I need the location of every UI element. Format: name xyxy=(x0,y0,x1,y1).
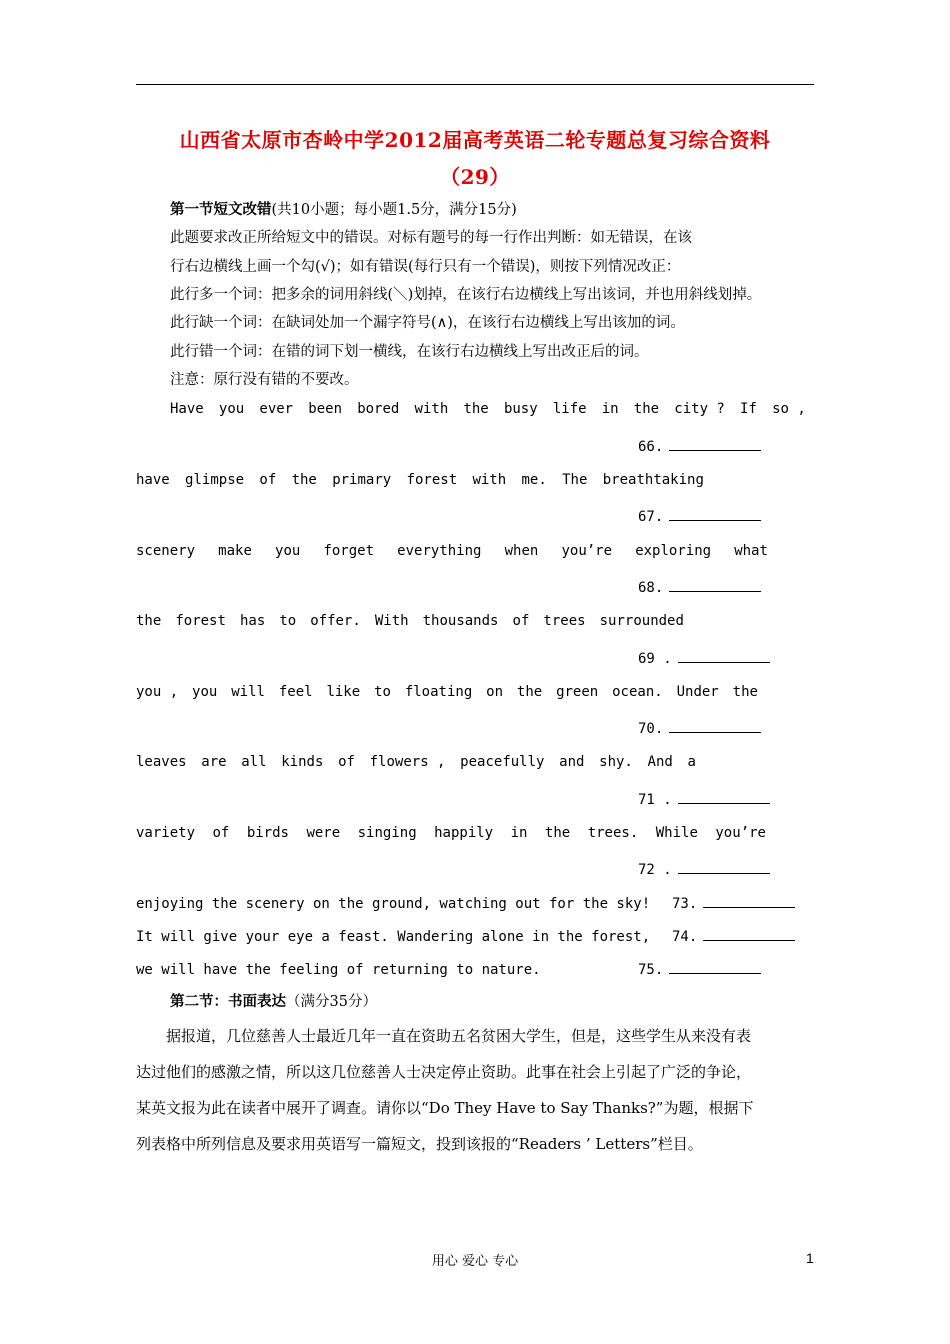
word: in xyxy=(601,401,619,417)
answer-67 xyxy=(638,508,761,526)
instruction-line: 此行错一个词：在错的词下划一横线，在该行右边横线上写出改正后的词。 xyxy=(170,344,649,360)
word: It will give your eye a feast. Wandering alone in the forest, xyxy=(136,929,651,945)
word: so , xyxy=(772,401,806,417)
answer-73 xyxy=(672,895,795,913)
question-number: 66. xyxy=(638,439,664,455)
answer-blank[interactable] xyxy=(678,861,770,874)
word: when xyxy=(504,543,539,559)
answer-74 xyxy=(672,928,795,946)
word: the xyxy=(136,613,162,629)
section2-heading-rest: （满分35分） xyxy=(286,994,377,1010)
word: birds xyxy=(246,825,289,841)
answer-blank[interactable] xyxy=(678,791,770,804)
word: you’re xyxy=(715,825,766,841)
word: If xyxy=(740,401,757,417)
word: you xyxy=(192,684,218,700)
word: me. xyxy=(521,472,547,488)
word: forest xyxy=(175,613,226,629)
word: exploring xyxy=(635,543,712,559)
word: life xyxy=(552,401,587,417)
word: forget xyxy=(323,543,375,559)
word: green xyxy=(556,684,599,700)
word: the xyxy=(516,684,543,700)
answer-68 xyxy=(638,579,761,597)
answer-66 xyxy=(638,438,761,456)
header-rule xyxy=(136,84,814,85)
answer-71 xyxy=(638,791,770,809)
word: breathtaking xyxy=(602,472,704,488)
section1-heading xyxy=(170,201,517,219)
word: have xyxy=(136,472,170,488)
word: enjoying the scenery on the ground, watching out for the sky! xyxy=(136,896,651,912)
section1-heading-bold: 第一节短文改错 xyxy=(170,201,272,218)
passage-line xyxy=(136,612,684,630)
word: surrounded xyxy=(599,613,684,629)
word: offer. xyxy=(310,613,361,629)
word: of xyxy=(338,754,355,770)
word: a xyxy=(687,754,696,770)
question-number: 71 . xyxy=(638,792,672,808)
word: singing xyxy=(357,825,417,841)
word: like xyxy=(326,684,361,700)
word: leaves xyxy=(136,754,187,770)
word: thousands xyxy=(422,613,499,629)
question-number: 70. xyxy=(638,721,664,737)
answer-blank[interactable] xyxy=(703,895,795,908)
question-number: 69 . xyxy=(638,651,672,667)
word: you’re xyxy=(561,543,613,559)
word: and xyxy=(559,754,585,770)
answer-72 xyxy=(638,861,770,879)
word: you xyxy=(275,543,301,559)
word: kinds xyxy=(281,754,324,770)
answer-75 xyxy=(638,961,761,979)
word: While xyxy=(655,825,698,841)
passage-line xyxy=(136,753,696,771)
writing-prompt xyxy=(136,1018,816,1162)
word: with xyxy=(472,472,507,488)
passage-line xyxy=(136,683,758,701)
word: primary xyxy=(332,472,392,488)
question-number: 67. xyxy=(638,509,664,525)
word: to xyxy=(374,684,391,700)
passage-line xyxy=(136,542,768,560)
word: floating xyxy=(404,684,473,700)
word: The xyxy=(562,472,588,488)
word: trees xyxy=(543,613,586,629)
word: scenery xyxy=(136,543,196,559)
word: make xyxy=(218,543,252,559)
instruction-line: 行右边横线上画一个勾(√)；如有错误(每行只有一个错误)，则按下列情况改正： xyxy=(170,259,681,275)
document-title: 山西省太原市杏岭中学2012届高考英语二轮专题总复习综合资料 xyxy=(179,128,771,152)
word: with xyxy=(414,401,449,417)
word: With xyxy=(374,613,409,629)
word: bored xyxy=(357,401,400,417)
page-number: 1 xyxy=(806,1250,814,1266)
word: everything xyxy=(397,543,482,559)
word: ever xyxy=(259,401,294,417)
answer-blank[interactable] xyxy=(669,438,761,451)
word: in xyxy=(510,825,528,841)
section2-heading-bold: 第二节：书面表达 xyxy=(170,993,286,1010)
answer-blank[interactable] xyxy=(669,720,761,733)
word: we will have the feeling of returning to nature. xyxy=(136,962,541,978)
word: of xyxy=(259,472,277,488)
word: what xyxy=(734,543,768,559)
word: And xyxy=(647,754,673,770)
word: the xyxy=(463,401,489,417)
word: of xyxy=(212,825,230,841)
word: flowers , xyxy=(369,754,446,770)
word: busy xyxy=(503,401,538,417)
word: are xyxy=(201,754,227,770)
word: you xyxy=(218,401,245,417)
word: shy. xyxy=(599,754,633,770)
question-number: 72 . xyxy=(638,862,672,878)
word: will xyxy=(231,684,265,700)
prompt-line: 某英文报为此在读者中展开了调查。请你以“Do They Have to Say Thanks?”为题，根据下 xyxy=(136,1099,754,1117)
answer-69 xyxy=(638,650,770,668)
answer-blank[interactable] xyxy=(703,928,795,941)
word: city ? xyxy=(674,401,725,417)
word: you , xyxy=(136,684,179,700)
word: forest xyxy=(406,472,458,488)
passage-line xyxy=(136,824,766,842)
passage-line xyxy=(136,471,704,489)
instruction-line: 此行缺一个词：在缺词处加一个漏字符号(∧)，在该行右边横线上写出该加的词。 xyxy=(170,315,685,331)
word: ocean. xyxy=(612,684,663,700)
word: variety xyxy=(136,825,196,841)
word: Under xyxy=(676,684,719,700)
word: glimpse xyxy=(185,472,245,488)
footer-text: 用心 爱心 专心 xyxy=(431,1254,519,1269)
answer-70 xyxy=(638,720,761,738)
word: the xyxy=(291,472,317,488)
answer-blank[interactable] xyxy=(669,579,761,592)
prompt-line: 达过他们的感激之情，所以这几位慈善人士决定停止资助。此事在社会上引起了广泛的争论， xyxy=(136,1063,752,1081)
question-number: 74. xyxy=(672,929,698,945)
word: peacefully xyxy=(460,754,545,770)
question-number: 68. xyxy=(638,580,664,596)
word: trees. xyxy=(587,825,639,841)
prompt-line: 据报道，几位慈善人士最近几年一直在资助五名贫困大学生，但是，这些学生从来没有表 xyxy=(136,1027,752,1045)
word: on xyxy=(486,684,503,700)
word: happily xyxy=(434,825,494,841)
word: the xyxy=(544,825,571,841)
section2-heading xyxy=(170,993,377,1011)
instruction-line: 此题要求改正所给短文中的错误。对标有题号的每一行作出判断：如无错误，在该 xyxy=(170,230,692,246)
passage-line xyxy=(170,400,806,418)
answer-blank[interactable] xyxy=(669,508,761,521)
word: Have xyxy=(170,401,204,417)
question-number: 75. xyxy=(638,962,664,978)
word: the xyxy=(732,684,758,700)
prompt-line: 列表格中所列信息及要求用英语写一篇短文，投到该报的“Readers ’ Letters”栏目。 xyxy=(136,1135,703,1153)
word: been xyxy=(308,401,343,417)
word: has xyxy=(239,613,266,629)
answer-blank[interactable] xyxy=(669,961,761,974)
instruction-line: 注意：原行没有错的不要改。 xyxy=(170,372,359,388)
word: the xyxy=(633,401,660,417)
document-subtitle: （29） xyxy=(440,165,510,189)
section1-heading-rest: (共10小题；每小题1.5分，满分15分) xyxy=(271,202,517,218)
word: to xyxy=(279,613,297,629)
answer-blank[interactable] xyxy=(678,650,770,663)
word: of xyxy=(512,613,530,629)
instruction-line: 此行多一个词：把多余的词用斜线(＼)划掉，在该行右边横线上写出该词，并也用斜线划掉。 xyxy=(170,287,762,303)
word: were xyxy=(306,825,341,841)
word: all xyxy=(241,754,267,770)
question-number: 73. xyxy=(672,896,698,912)
word: feel xyxy=(278,684,313,700)
